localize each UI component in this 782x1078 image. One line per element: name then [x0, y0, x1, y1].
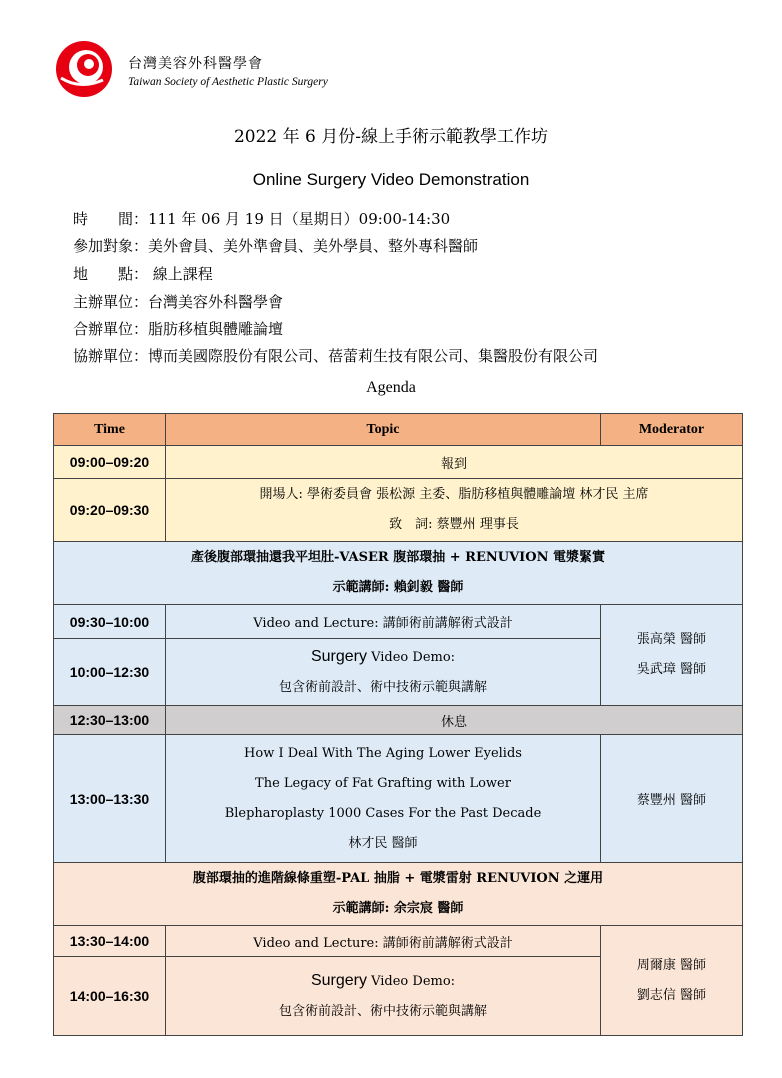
- section-1-title: 產後腹部環抽還我平坦肚-VASER 腹部環抽 + RENUVION 電漿緊實: [191, 550, 605, 565]
- section-header-row: [54, 542, 743, 605]
- row-topic: [166, 639, 601, 706]
- row-topic: 休息: [166, 706, 743, 735]
- lecture-line: The Legacy of Fat Grafting with Lower: [255, 775, 511, 791]
- table-row: [54, 706, 743, 735]
- row-moderator: 蔡豐州 醫師: [601, 735, 743, 863]
- row-time: 10:00–12:30: [54, 639, 166, 706]
- opening-address: 致 詞: 蔡豐州 理事長: [389, 517, 519, 532]
- row-moderator: [601, 605, 743, 706]
- demo-title: Surgery Video Demo:: [310, 971, 456, 989]
- section-1-speaker: 示範講師: 賴釗毅 醫師: [332, 580, 464, 595]
- info-co-organizer: 合辦單位：脂肪移植與體雕論壇: [73, 320, 284, 338]
- info-organizer: 主辦單位：台灣美容外科醫學會: [73, 293, 284, 311]
- org-name-cn: 台灣美容外科醫學會: [128, 56, 263, 72]
- table-row: [54, 479, 743, 542]
- row-time: 09:30–10:00: [54, 605, 166, 639]
- header-moderator: Moderator: [601, 414, 743, 446]
- agenda-table: [53, 413, 743, 1036]
- row-time: 09:00–09:20: [54, 446, 166, 479]
- section-title: [54, 542, 743, 605]
- demo-description: 包含術前設計、術中技術示範與講解: [278, 679, 487, 695]
- table-row: [54, 446, 743, 479]
- demo-description: 包含術前設計、術中技術示範與講解: [278, 1003, 487, 1019]
- moderator-name: 周爾康 醫師: [636, 957, 707, 973]
- agenda-title: Agenda: [366, 379, 416, 396]
- section-2-title: 腹部環抽的進階線條重塑-PAL 抽脂 + 電漿雷射 RENUVION 之運用: [192, 871, 604, 886]
- info-assistant-organizer: 協辦單位：博而美國際股份有限公司、蓓蕾莉生技有限公司、集醫股份有限公司: [73, 347, 599, 365]
- org-name-en: Taiwan Society of Aesthetic Plastic Surgery: [128, 76, 328, 88]
- org-name: [128, 53, 328, 88]
- info-location: 地 點： 線上課程: [73, 265, 213, 283]
- row-topic: [166, 735, 601, 863]
- moderator-name: 吳武璋 醫師: [636, 662, 707, 677]
- row-time: 13:30–14:00: [54, 926, 166, 957]
- info-participants: 參加對象：美外會員、美外準會員、美外學員、整外專科醫師: [73, 237, 479, 255]
- row-moderator: [601, 926, 743, 1036]
- table-header-row: [54, 414, 743, 446]
- section-2-speaker: 示範講師: 余宗宸 醫師: [332, 901, 464, 916]
- lecture-line: How I Deal With The Aging Lower Eyelids: [244, 745, 522, 761]
- moderator-name: 張高榮 醫師: [636, 632, 707, 647]
- row-topic: [166, 479, 743, 542]
- row-topic: [166, 957, 601, 1036]
- row-time: 13:00–13:30: [54, 735, 166, 863]
- row-topic: Video and Lecture: 講師術前講解術式設計: [166, 926, 601, 957]
- table-row: [54, 926, 743, 957]
- opening-speakers: 開場人: 學術委員會 張松源 主委、脂肪移植與體雕論壇 林才民 主席: [259, 487, 649, 502]
- row-topic: 報到: [166, 446, 743, 479]
- demo-title: Surgery Video Demo:: [310, 647, 456, 665]
- moderator-name: 劉志信 醫師: [636, 987, 707, 1003]
- header-topic: Topic: [166, 414, 601, 446]
- page-title: 2022 年 6 月份-線上手術示範教學工作坊: [233, 127, 549, 147]
- table-row: [54, 735, 743, 863]
- row-time: 14:00–16:30: [54, 957, 166, 1036]
- row-topic: Video and Lecture: 講師術前講解術式設計: [166, 605, 601, 639]
- section-title: [54, 863, 743, 926]
- lecture-speaker: 林才民 醫師: [348, 835, 418, 851]
- row-time: 12:30–13:00: [54, 706, 166, 735]
- row-time: 09:20–09:30: [54, 479, 166, 542]
- society-logo: [55, 40, 113, 98]
- section-header-row: [54, 863, 743, 926]
- header-time: Time: [54, 414, 166, 446]
- table-row: [54, 605, 743, 639]
- lecture-line: Blepharoplasty 1000 Cases For the Past Decade: [224, 805, 542, 821]
- page-subtitle: Online Surgery Video Demonstration: [252, 170, 530, 189]
- info-time: 時 間：111 年 06 月 19 日（星期日）09:00-14:30: [73, 210, 451, 228]
